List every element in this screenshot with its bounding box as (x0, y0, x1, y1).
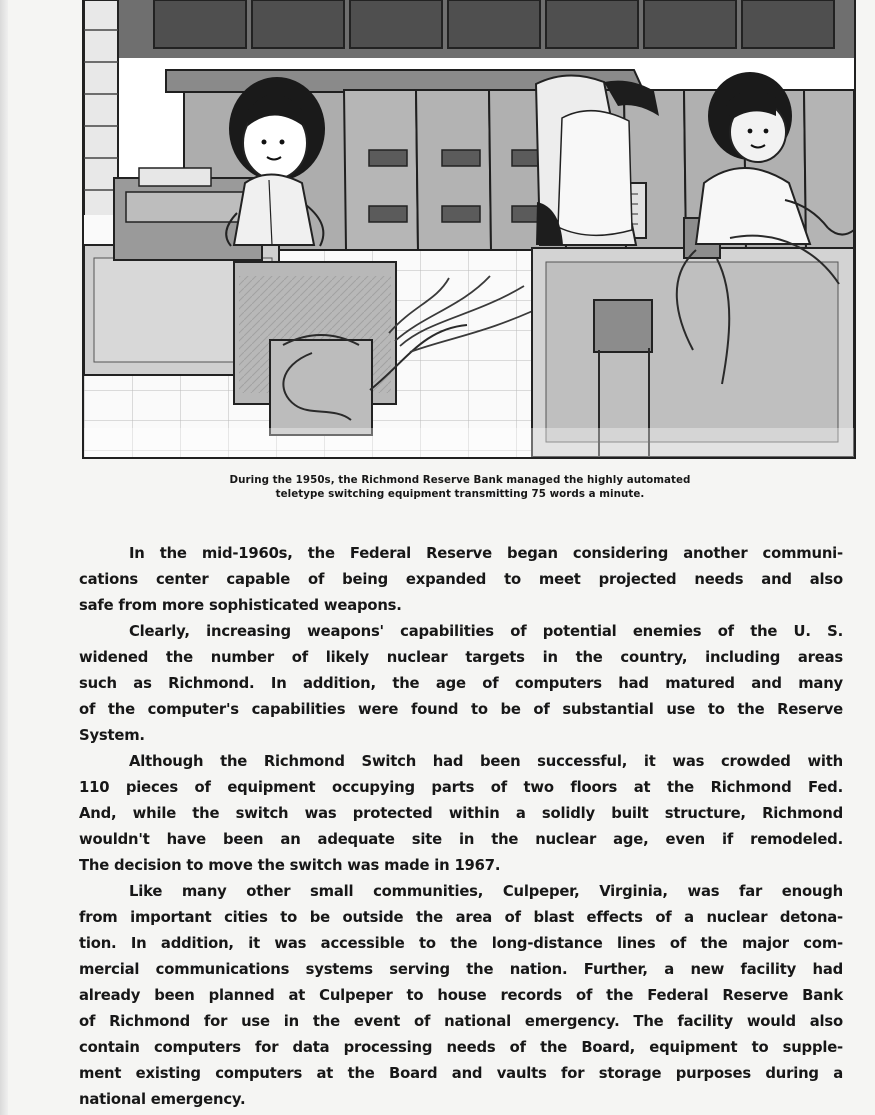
scan-edge (0, 0, 8, 1115)
text-line: wouldn't have been an adequate site in the nuclear age, even if remodeled. (79, 831, 843, 848)
text-line: 110 pieces of equipment occupying parts of two floors at the Richmond Fed. (79, 779, 843, 796)
figure-caption (150, 473, 770, 501)
article-body (79, 541, 843, 1113)
text-line: tion. In addition, it was accessible to the long-distance lines of the major com- (79, 935, 843, 952)
text-line: System. (79, 727, 145, 744)
paragraph-4 (79, 879, 843, 1113)
text-line: cations center capable of being expanded to meet projected needs and also (79, 571, 843, 588)
paragraph-3 (79, 749, 843, 879)
teletype-room-drawing (84, 0, 854, 457)
text-line: mercial communications systems serving the nation. Further, a new facility had (79, 961, 843, 978)
paragraph-1 (79, 541, 843, 619)
text-line: Clearly, increasing weapons' capabilities of potential enemies of the U. S. (129, 623, 843, 640)
text-line: safe from more sophisticated weapons. (79, 597, 402, 614)
figure-illustration (82, 0, 856, 459)
text-line: from important cities to be outside the area of blast effects of a nuclear detona- (79, 909, 843, 926)
text-line: of the computer's capabilities were found to be of substantial use to the Reserve (79, 701, 843, 718)
text-line: The decision to move the switch was made in 1967. (79, 857, 501, 874)
text-line: widened the number of likely nuclear targets in the country, including areas (79, 649, 843, 666)
text-line: And, while the switch was protected within a solidly built structure, Richmond (79, 805, 843, 822)
text-line: ment existing computers at the Board and vaults for storage purposes during a (79, 1065, 843, 1082)
paragraph-2 (79, 619, 843, 749)
text-line: contain computers for data processing needs of the Board, equipment to supple- (79, 1039, 843, 1056)
caption-line: teletype switching equipment transmitting 75 words a minute. (275, 488, 645, 500)
text-line: such as Richmond. In addition, the age of computers had matured and many (79, 675, 843, 692)
text-line: national emergency. (79, 1091, 246, 1108)
text-line: In the mid-1960s, the Federal Reserve began considering another communi- (129, 545, 843, 562)
text-line: Although the Richmond Switch had been successful, it was crowded with (129, 753, 843, 770)
caption-line: During the 1950s, the Richmond Reserve Bank managed the highly automated (229, 474, 691, 486)
text-line: already been planned at Culpeper to house records of the Federal Reserve Bank (79, 987, 843, 1004)
text-line: Like many other small communities, Culpeper, Virginia, was far enough (129, 883, 843, 900)
text-line: of Richmond for use in the event of national emergency. The facility would also (79, 1013, 843, 1030)
